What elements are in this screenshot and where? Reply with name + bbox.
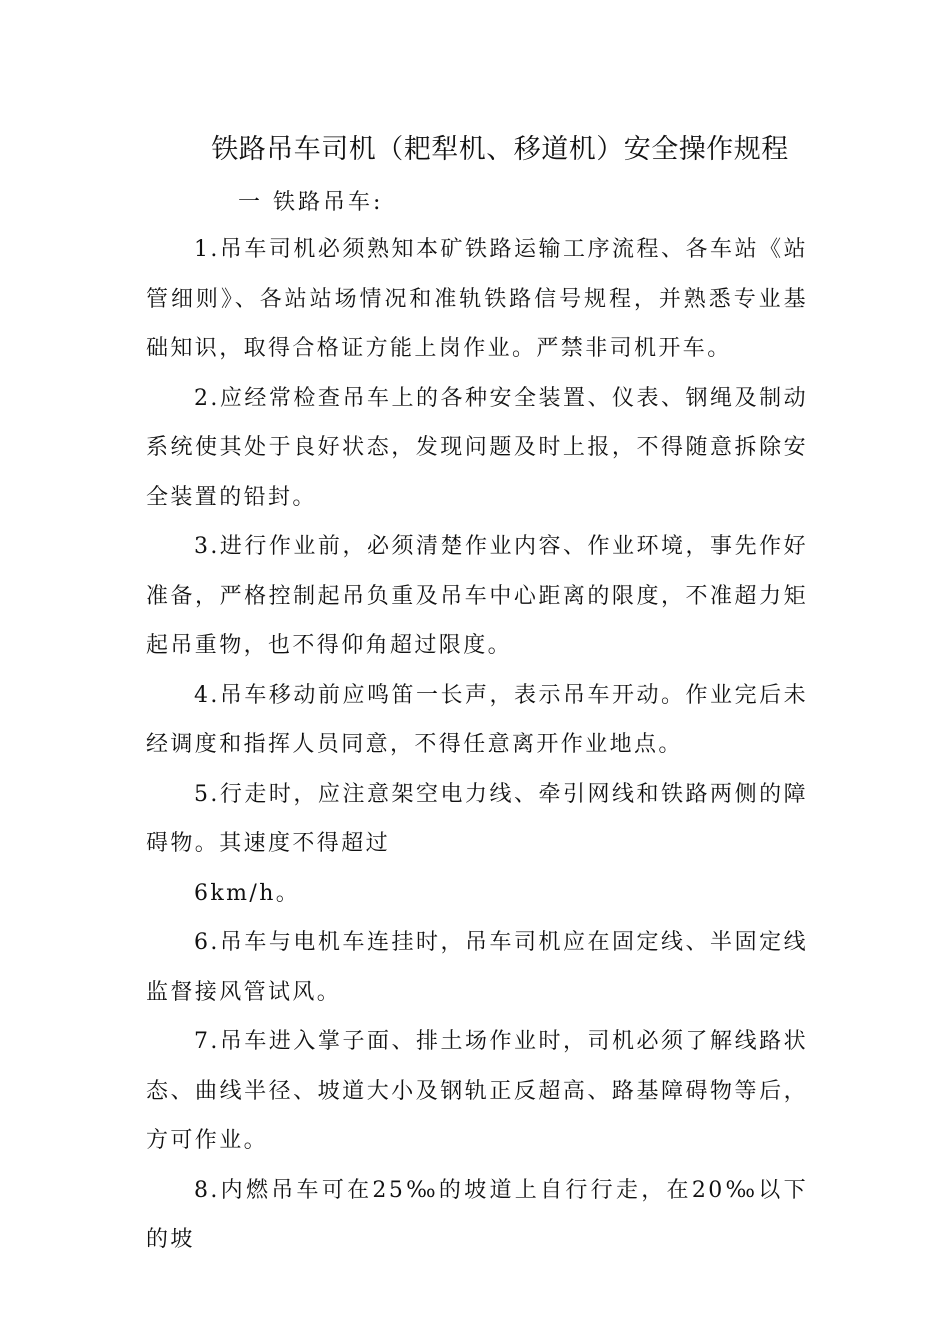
paragraph-5: 5.行走时，应注意架空电力线、牵引网线和铁路两侧的障碍物。其速度不得超过: [146, 781, 808, 856]
paragraph-6: 6.吊车与电机车连挂时，吊车司机应在固定线、半固定线监督接风管试风。: [146, 930, 808, 1005]
paragraph-5-continued: 6km/h。: [194, 880, 301, 906]
paragraph-4: 4.吊车移动前应鸣笛一长声，表示吊车开动。作业完后未经调度和指挥人员同意，不得任意离开作业地点。: [146, 682, 808, 757]
paragraph-2: 2.应经常检查吊车上的各种安全装置、仪表、钢绳及制动系统使其处于良好状态，发现问题及时上报，不得随意拆除安全装置的铅封。: [146, 385, 808, 510]
paragraph-7: 7.吊车进入掌子面、排土场作业时，司机必须了解线路状态、曲线半径、坡道大小及钢轨正反超高、路基障碍物等后，方可作业。: [146, 1029, 808, 1153]
paragraph-1: 1.吊车司机必须熟知本矿铁路运输工序流程、各车站《站管细则》、各站站场情况和准轨铁路信号规程，并熟悉专业基础知识，取得合格证方能上岗作业。严禁非司机开车。: [146, 237, 808, 361]
document-body: [146, 225, 808, 1265]
paragraph-3: 3.进行作业前，必须清楚作业内容、作业环境，事先作好准备，严格控制起吊负重及吊车中心距离的限度，不准超力矩起吊重物，也不得仰角超过限度。: [146, 534, 808, 658]
document-title: 铁路吊车司机（耙犁机、移道机）安全操作规程: [211, 134, 789, 165]
paragraph-8: 8.内燃吊车可在25‰的坡道上自行行走，在20‰以下的坡: [146, 1177, 808, 1252]
section-heading: 一 铁路吊车:: [238, 190, 384, 215]
